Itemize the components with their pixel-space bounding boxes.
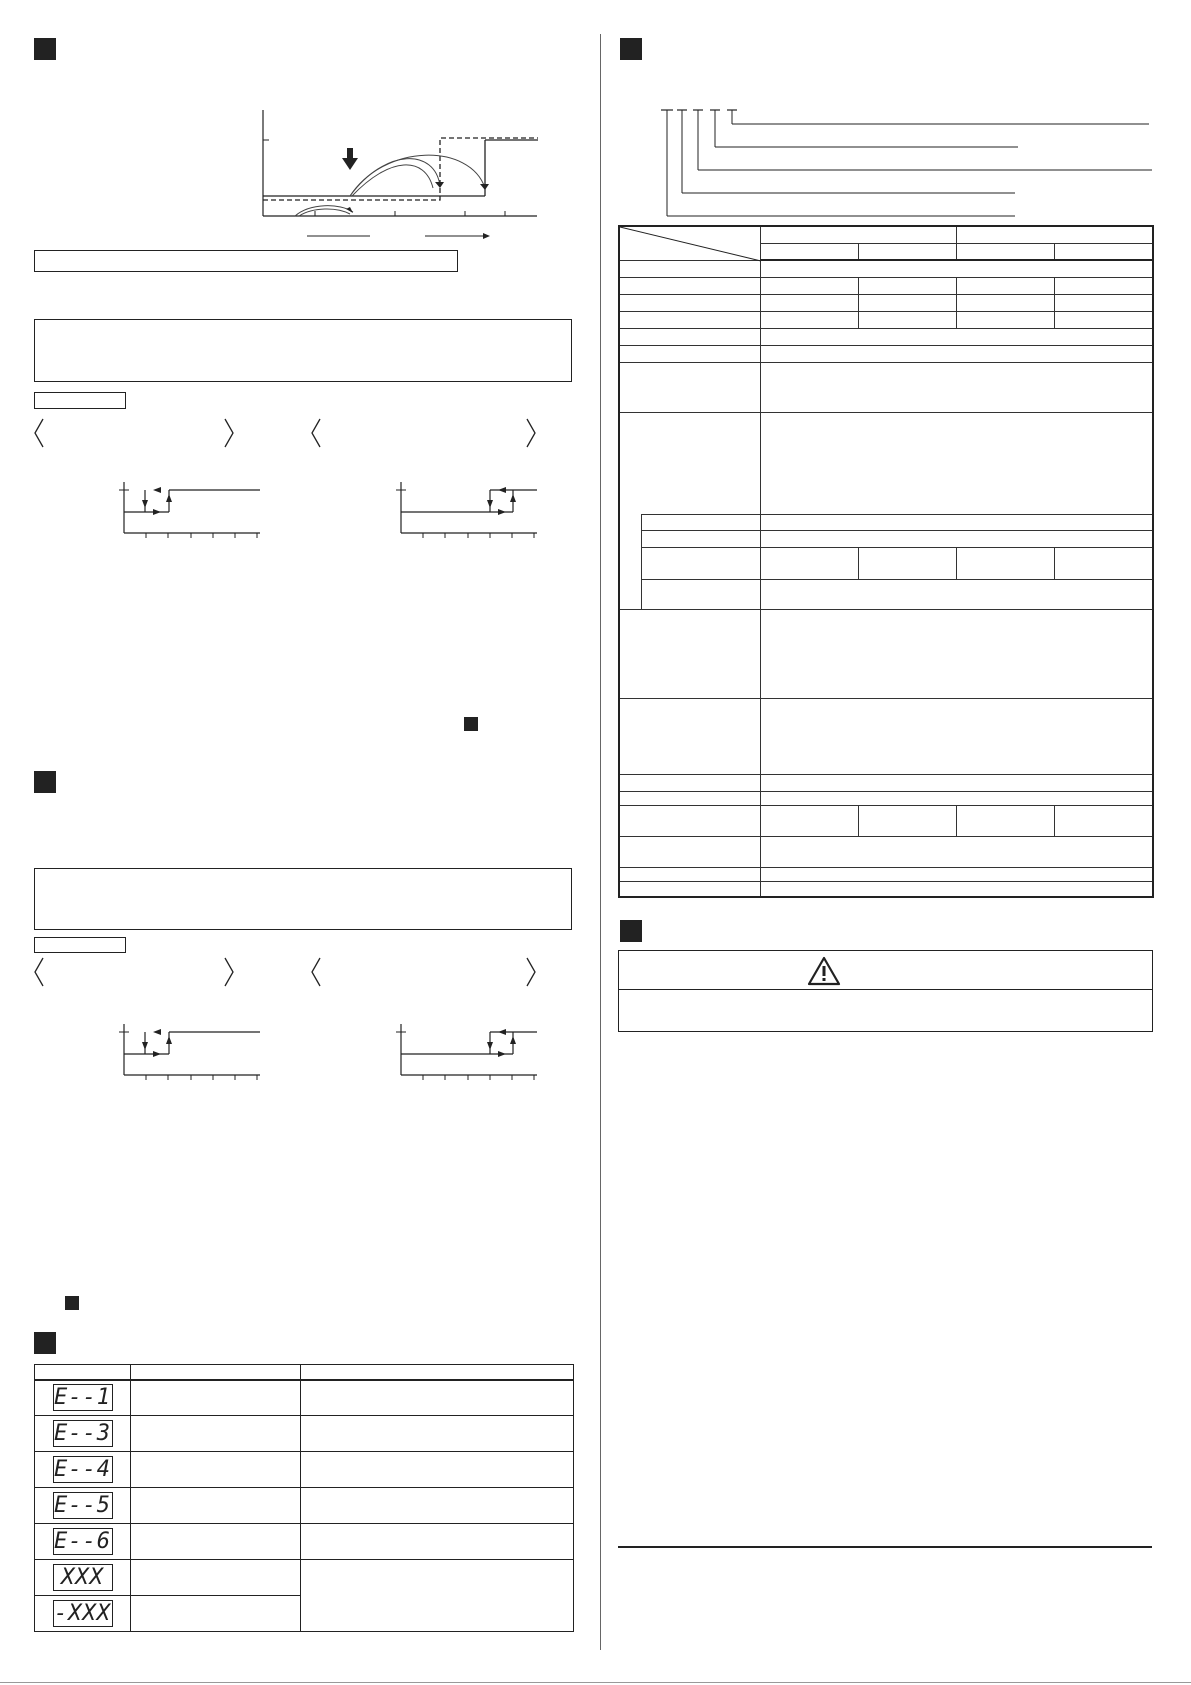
angle-bracket-right-icon <box>223 957 235 987</box>
model-code-diagram <box>655 106 1155 221</box>
angle-bracket-left-icon <box>310 418 322 448</box>
spec-row <box>619 277 1153 294</box>
hysteresis-chart-high-2 <box>392 1022 542 1084</box>
spec-row <box>619 328 1153 345</box>
note-box-1 <box>34 250 458 272</box>
spec-row <box>619 698 1153 774</box>
inline-marker-icon <box>464 717 478 731</box>
footer-rule <box>618 1546 1152 1548</box>
spec-row <box>619 260 1153 277</box>
spec-row <box>619 311 1153 328</box>
table-row <box>35 1452 574 1488</box>
page-bottom-rule <box>0 1682 1191 1683</box>
spec-subrow <box>619 514 1153 530</box>
down-arrow-icon <box>342 148 358 170</box>
spec-subrow <box>619 547 1153 579</box>
table-row <box>35 1524 574 1560</box>
section-marker-icon <box>34 771 56 793</box>
spec-row <box>619 774 1153 791</box>
angle-bracket-left-icon <box>33 418 45 448</box>
lcd-error-code: E--5 <box>54 1493 111 1518</box>
lcd-error-code: -XXX <box>54 1601 111 1626</box>
spec-row <box>619 294 1153 311</box>
response-chart <box>255 108 540 243</box>
label-box-2 <box>34 937 126 953</box>
warning-triangle-icon <box>807 956 841 986</box>
table-row <box>35 1488 574 1524</box>
lcd-error-code: E--3 <box>54 1421 111 1446</box>
table-row <box>35 1560 574 1596</box>
inline-marker-icon <box>65 1296 79 1310</box>
lcd-error-code: E--4 <box>54 1457 111 1482</box>
hysteresis-chart-high <box>392 480 542 542</box>
specification-table <box>618 225 1154 898</box>
spec-row <box>619 867 1153 881</box>
spec-row <box>619 345 1153 362</box>
spec-row <box>619 791 1153 805</box>
spec-row <box>619 362 1153 412</box>
angle-bracket-left-icon <box>33 957 45 987</box>
angle-bracket-right-icon <box>525 418 537 448</box>
section-marker-icon <box>620 920 642 942</box>
section-marker-icon <box>34 38 56 60</box>
info-box-2 <box>34 868 572 930</box>
error-code-table <box>34 1364 574 1632</box>
lcd-error-code: XXX <box>53 1564 113 1591</box>
info-box-1 <box>34 319 572 382</box>
spec-row <box>619 412 1153 514</box>
hysteresis-chart-low <box>115 480 265 542</box>
spec-row <box>619 805 1153 836</box>
spec-row <box>619 836 1153 867</box>
table-row <box>35 1380 574 1416</box>
spec-subrow <box>619 579 1153 609</box>
caution-box <box>618 950 1153 1032</box>
column-divider <box>600 34 601 1650</box>
hysteresis-chart-low-2 <box>115 1022 265 1084</box>
section-marker-icon <box>34 1332 56 1354</box>
response-chart-dashed-line <box>263 138 538 200</box>
angle-bracket-left-icon <box>310 957 322 987</box>
angle-bracket-right-icon <box>223 418 235 448</box>
lcd-error-code: E--1 <box>54 1385 111 1411</box>
lcd-error-code: E--6 <box>54 1529 111 1554</box>
angle-bracket-right-icon <box>525 957 537 987</box>
caution-divider <box>619 989 1152 990</box>
section-marker-icon <box>620 38 642 60</box>
table-header-row <box>35 1365 574 1380</box>
spec-subrow <box>619 530 1153 547</box>
header-diagonal <box>620 227 761 261</box>
table-row <box>35 1416 574 1452</box>
spec-row <box>619 881 1153 897</box>
label-box-1 <box>34 392 126 409</box>
spec-row <box>619 609 1153 698</box>
